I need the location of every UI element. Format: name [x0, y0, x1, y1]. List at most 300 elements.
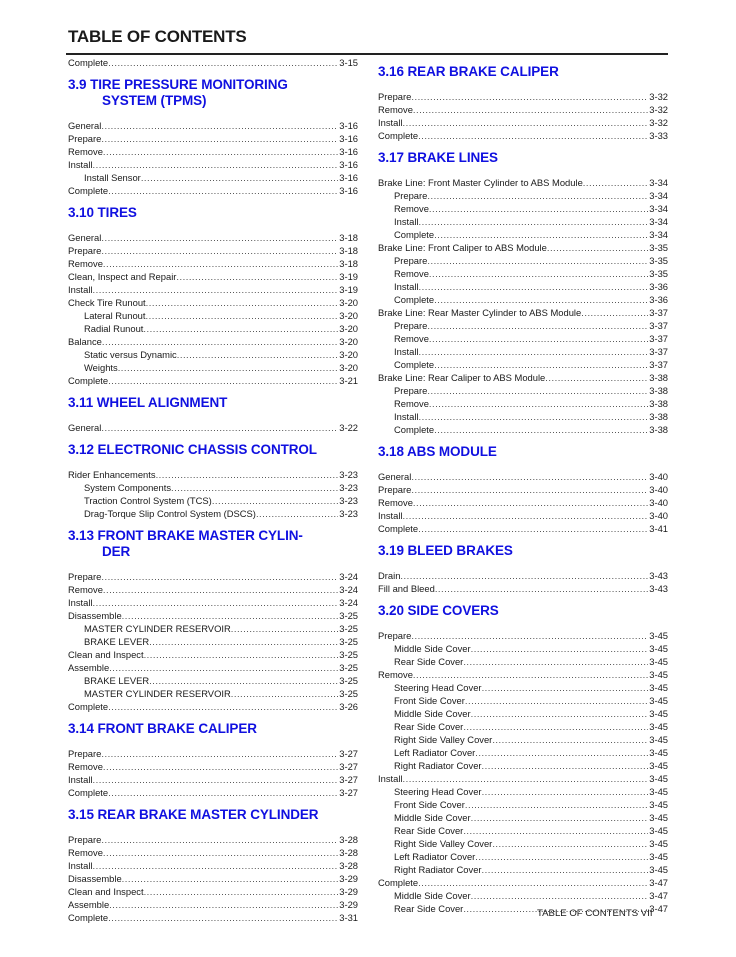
toc-section — [68, 77, 358, 197]
entry-label: Remove — [378, 669, 413, 680]
section-heading[interactable] — [68, 807, 358, 823]
entry-page-number: 3-43 — [649, 570, 668, 581]
entry-page-number: 3-19 — [339, 284, 358, 295]
entry-page-number: 3-16 — [339, 185, 358, 196]
entry-label: Remove — [68, 761, 103, 772]
dot-leader — [231, 622, 339, 635]
dot-leader — [465, 694, 648, 707]
dot-leader — [475, 746, 648, 759]
toc-entry[interactable] — [378, 522, 668, 535]
dot-leader — [427, 319, 648, 332]
toc-subentry[interactable] — [378, 345, 668, 358]
dot-leader — [149, 635, 338, 648]
toc-subentry[interactable] — [378, 733, 668, 746]
toc-entry[interactable] — [68, 270, 358, 283]
toc-section — [378, 64, 668, 142]
toc-subentry[interactable] — [378, 642, 668, 655]
section-heading[interactable] — [378, 444, 668, 460]
toc-entry[interactable] — [378, 176, 668, 189]
dot-leader — [403, 116, 649, 129]
dot-leader — [101, 244, 338, 257]
entry-label: Balance — [68, 336, 102, 347]
dot-leader — [103, 145, 338, 158]
entry-page-number: 3-34 — [649, 229, 668, 240]
dot-leader — [419, 215, 649, 228]
dot-leader — [471, 811, 649, 824]
toc-section — [378, 444, 668, 535]
toc-subentry[interactable] — [68, 171, 358, 184]
section-title: 3.10 TIRES — [68, 205, 137, 220]
dot-leader — [146, 309, 339, 322]
toc-entry[interactable] — [68, 786, 358, 799]
entry-label: Rear Side Cover — [394, 656, 464, 667]
entry-page-number: 3-18 — [339, 232, 358, 243]
entry-page-number: 3-45 — [649, 695, 668, 706]
dot-leader — [144, 648, 339, 661]
section-heading[interactable] — [68, 77, 358, 109]
toc-entry[interactable] — [68, 421, 358, 434]
entry-page-number: 3-47 — [649, 877, 668, 888]
entry-label: MASTER CYLINDER RESERVOIR — [84, 688, 231, 699]
entry-page-number: 3-41 — [649, 523, 668, 534]
toc-subentry[interactable] — [378, 707, 668, 720]
toc-entry[interactable] — [68, 661, 358, 674]
dot-leader — [492, 837, 648, 850]
toc-entry[interactable] — [378, 241, 668, 254]
section-heading[interactable] — [378, 64, 668, 80]
entry-page-number: 3-29 — [339, 873, 358, 884]
entry-page-number: 3-25 — [339, 610, 358, 621]
entry-page-number: 3-38 — [649, 424, 668, 435]
toc-entry[interactable] — [378, 470, 668, 483]
section-title: 3.18 ABS MODULE — [378, 444, 497, 459]
entry-page-number: 3-28 — [339, 847, 358, 858]
entry-label: Remove — [68, 258, 103, 269]
toc-entry[interactable] — [68, 56, 358, 69]
toc-subentry[interactable] — [68, 348, 358, 361]
entry-page-number: 3-18 — [339, 258, 358, 269]
dot-leader — [171, 481, 338, 494]
toc-entry[interactable] — [68, 296, 358, 309]
toc-entry[interactable] — [68, 911, 358, 924]
entry-label: Clean, Inspect and Repair — [68, 271, 177, 282]
entry-page-number: 3-19 — [339, 271, 358, 282]
entry-page-number: 3-38 — [649, 411, 668, 422]
section-heading[interactable] — [378, 603, 668, 619]
entry-label: Remove — [394, 333, 429, 344]
toc-entry[interactable] — [378, 496, 668, 509]
entry-label: Brake Line: Front Caliper to ABS Module — [378, 242, 547, 253]
toc-subentry[interactable] — [378, 254, 668, 267]
dot-leader — [403, 509, 649, 522]
toc-entry[interactable] — [378, 509, 668, 522]
dot-leader — [419, 280, 649, 293]
dot-leader — [418, 876, 648, 889]
toc-entry[interactable] — [68, 184, 358, 197]
entry-label: Complete — [378, 877, 419, 888]
toc-subentry[interactable] — [378, 228, 668, 241]
entry-label: Complete — [68, 185, 109, 196]
entry-page-number: 3-45 — [649, 864, 668, 875]
toc-entry[interactable] — [378, 103, 668, 116]
toc-entry[interactable] — [68, 859, 358, 872]
entry-label: Complete — [394, 424, 435, 435]
entry-label: Install — [68, 159, 93, 170]
toc-entry[interactable] — [68, 257, 358, 270]
dot-leader — [122, 872, 339, 885]
entry-page-number: 3-29 — [339, 886, 358, 897]
toc-entry[interactable] — [378, 90, 668, 103]
toc-subentry[interactable] — [378, 889, 668, 902]
page-footer: TABLE OF CONTENTS VII — [537, 908, 653, 919]
dot-leader — [471, 642, 649, 655]
toc-subentry[interactable] — [378, 785, 668, 798]
dot-leader — [122, 609, 339, 622]
dot-leader — [413, 668, 648, 681]
entry-page-number: 3-24 — [339, 571, 358, 582]
entry-page-number: 3-37 — [649, 307, 668, 318]
toc-subentry[interactable] — [68, 322, 358, 335]
toc-entry[interactable] — [378, 371, 668, 384]
entry-page-number: 3-36 — [649, 294, 668, 305]
dot-leader — [108, 911, 338, 924]
section-heading[interactable] — [378, 150, 668, 166]
section-heading[interactable] — [68, 528, 358, 560]
toc-subentry[interactable] — [378, 863, 668, 876]
dot-leader — [108, 700, 338, 713]
toc-entry[interactable] — [68, 898, 358, 911]
toc-subentry[interactable] — [378, 189, 668, 202]
section-heading[interactable] — [68, 395, 358, 411]
section-title: 3.12 ELECTRONIC CHASSIS CONTROL — [68, 442, 317, 457]
toc-subentry[interactable] — [68, 481, 358, 494]
entry-label: General — [378, 471, 412, 482]
dot-leader — [93, 859, 339, 872]
dot-leader — [93, 283, 339, 296]
toc-entry[interactable] — [378, 668, 668, 681]
toc-subentry[interactable] — [378, 280, 668, 293]
entry-label: Install — [68, 284, 93, 295]
toc-entry[interactable] — [378, 306, 668, 319]
toc-subentry[interactable] — [378, 850, 668, 863]
entry-page-number: 3-27 — [339, 748, 358, 759]
toc-subentry[interactable] — [378, 655, 668, 668]
entry-label: Middle Side Cover — [394, 812, 471, 823]
toc-entry[interactable] — [68, 145, 358, 158]
toc-entry[interactable] — [68, 648, 358, 661]
entry-page-number: 3-36 — [649, 281, 668, 292]
toc-entry[interactable] — [68, 700, 358, 713]
entry-page-number: 3-38 — [649, 398, 668, 409]
toc-entry[interactable] — [68, 132, 358, 145]
toc-entry[interactable] — [68, 468, 358, 481]
toc-subentry[interactable] — [378, 332, 668, 345]
entry-page-number: 3-25 — [339, 623, 358, 634]
toc-entry[interactable] — [68, 609, 358, 622]
toc-entry[interactable] — [68, 583, 358, 596]
entry-page-number: 3-20 — [339, 297, 358, 308]
entry-page-number: 3-45 — [649, 734, 668, 745]
entry-page-number: 3-32 — [649, 104, 668, 115]
toc-entry[interactable] — [378, 129, 668, 142]
entry-label: Brake Line: Front Master Cylinder to ABS Module — [378, 177, 583, 188]
toc-entry[interactable] — [378, 582, 668, 595]
entry-page-number: 3-23 — [339, 469, 358, 480]
dot-leader — [93, 596, 339, 609]
dot-leader — [482, 681, 649, 694]
entry-label: Remove — [394, 268, 429, 279]
dot-leader — [545, 371, 648, 384]
entry-label: Prepare — [394, 385, 428, 396]
dot-leader — [101, 132, 338, 145]
entry-label: Middle Side Cover — [394, 890, 471, 901]
dot-leader — [463, 655, 648, 668]
entry-page-number: 3-18 — [339, 245, 358, 256]
entry-page-number: 3-28 — [339, 860, 358, 871]
entry-page-number: 3-38 — [649, 372, 668, 383]
dot-leader — [482, 863, 649, 876]
entry-label: Rear Side Cover — [394, 825, 464, 836]
toc-entry[interactable] — [68, 773, 358, 786]
toc-entry[interactable] — [68, 570, 358, 583]
toc-section — [378, 543, 668, 595]
section-title: 3.19 BLEED BRAKES — [378, 543, 513, 558]
entry-page-number: 3-25 — [339, 662, 358, 673]
section-title: 3.11 WHEEL ALIGNMENT — [68, 395, 228, 410]
entry-label: Front Side Cover — [394, 799, 465, 810]
entry-label: Install — [68, 597, 93, 608]
toc-section — [68, 442, 358, 520]
dot-leader — [177, 348, 339, 361]
toc-entry[interactable] — [68, 846, 358, 859]
toc-entry[interactable] — [68, 158, 358, 171]
entry-label: Complete — [68, 912, 109, 923]
dot-leader — [427, 384, 648, 397]
entry-label: Complete — [68, 375, 109, 386]
dot-leader — [434, 228, 648, 241]
toc-entry[interactable] — [378, 483, 668, 496]
entry-page-number: 3-37 — [649, 359, 668, 370]
dot-leader — [101, 421, 338, 434]
entry-page-number: 3-29 — [339, 899, 358, 910]
dot-leader — [143, 322, 338, 335]
entry-label: Remove — [394, 203, 429, 214]
entry-label: Install — [394, 411, 419, 422]
entry-label: Prepare — [68, 133, 102, 144]
toc-left-column — [68, 56, 358, 924]
toc-subentry[interactable] — [378, 837, 668, 850]
entry-page-number: 3-27 — [339, 761, 358, 772]
entry-page-number: 3-21 — [339, 375, 358, 386]
toc-subentry[interactable] — [378, 384, 668, 397]
toc-entry[interactable] — [378, 116, 668, 129]
toc-subentry[interactable] — [378, 358, 668, 371]
entry-page-number: 3-40 — [649, 510, 668, 521]
toc-subentry[interactable] — [378, 202, 668, 215]
entry-label: Prepare — [68, 834, 102, 845]
dot-leader — [434, 423, 648, 436]
entry-page-number: 3-33 — [649, 130, 668, 141]
toc-entry[interactable] — [378, 629, 668, 642]
toc-subentry[interactable] — [68, 507, 358, 520]
entry-page-number: 3-35 — [649, 268, 668, 279]
entry-label: Right Side Valley Cover — [394, 734, 493, 745]
dot-leader — [435, 582, 648, 595]
entry-page-number: 3-45 — [649, 851, 668, 862]
toc-entry[interactable] — [378, 876, 668, 889]
dot-leader — [149, 674, 338, 687]
entry-page-number: 3-31 — [339, 912, 358, 923]
entry-page-number: 3-16 — [339, 120, 358, 131]
section-heading[interactable] — [68, 205, 358, 221]
toc-subentry[interactable] — [378, 798, 668, 811]
dot-leader — [471, 707, 649, 720]
toc-subentry[interactable] — [378, 694, 668, 707]
toc-section — [68, 807, 358, 924]
dot-leader — [102, 335, 338, 348]
toc-subentry[interactable] — [378, 319, 668, 332]
toc-subentry[interactable] — [378, 293, 668, 306]
toc-subentry[interactable] — [68, 622, 358, 635]
dot-leader — [176, 270, 338, 283]
toc-entry[interactable] — [68, 747, 358, 760]
dot-leader — [465, 798, 648, 811]
toc-subentry[interactable] — [68, 674, 358, 687]
dot-leader — [101, 570, 338, 583]
entry-label: Radial Runout — [84, 323, 144, 334]
toc-subentry[interactable] — [378, 681, 668, 694]
entry-page-number: 3-25 — [339, 675, 358, 686]
toc-subentry[interactable] — [378, 267, 668, 280]
entry-label: Prepare — [378, 630, 412, 641]
entry-label: Install — [68, 774, 93, 785]
entry-label: Disassemble — [68, 610, 122, 621]
entry-page-number: 3-34 — [649, 216, 668, 227]
entry-label: Complete — [394, 229, 435, 240]
entry-label: Install — [394, 216, 419, 227]
toc-entry[interactable] — [68, 283, 358, 296]
toc-subentry[interactable] — [68, 361, 358, 374]
entry-label: Clean and Inspect — [68, 649, 144, 660]
toc-section — [68, 721, 358, 799]
dot-leader — [101, 833, 338, 846]
toc-subentry[interactable] — [68, 635, 358, 648]
entry-label: Rider Enhancements — [68, 469, 156, 480]
entry-page-number: 3-45 — [649, 838, 668, 849]
section-title-continued: DER — [102, 544, 131, 559]
dot-leader — [434, 358, 648, 371]
entry-label: Complete — [68, 787, 109, 798]
entry-label: Remove — [68, 584, 103, 595]
entry-page-number: 3-45 — [649, 682, 668, 693]
entry-page-number: 3-25 — [339, 636, 358, 647]
dot-leader — [429, 332, 648, 345]
entry-page-number: 3-34 — [649, 177, 668, 188]
dot-leader — [103, 583, 338, 596]
toc-entry[interactable] — [68, 760, 358, 773]
toc-subentry[interactable] — [68, 494, 358, 507]
section-title: 3.17 BRAKE LINES — [378, 150, 498, 165]
dot-leader — [411, 90, 648, 103]
toc-subentry[interactable] — [68, 687, 358, 700]
dot-leader — [413, 103, 648, 116]
toc-entry[interactable] — [68, 231, 358, 244]
dot-leader — [108, 374, 338, 387]
toc-entry[interactable] — [68, 374, 358, 387]
dot-leader — [101, 747, 338, 760]
section-heading[interactable] — [378, 543, 668, 559]
entry-page-number: 3-23 — [339, 508, 358, 519]
dot-leader — [419, 410, 649, 423]
dot-leader — [411, 483, 648, 496]
entry-label: Traction Control System (TCS) — [84, 495, 212, 506]
entry-label: Remove — [378, 497, 413, 508]
entry-label: Prepare — [378, 91, 412, 102]
entry-page-number: 3-16 — [339, 159, 358, 170]
entry-label: BRAKE LEVER — [84, 675, 150, 686]
toc-entry[interactable] — [68, 872, 358, 885]
title-rule — [66, 53, 668, 55]
entry-page-number: 3-45 — [649, 773, 668, 784]
toc-entry[interactable] — [68, 335, 358, 348]
toc-subentry[interactable] — [378, 824, 668, 837]
entry-page-number: 3-37 — [649, 333, 668, 344]
dot-leader — [93, 158, 339, 171]
toc-entry[interactable] — [68, 885, 358, 898]
toc-subentry[interactable] — [378, 746, 668, 759]
entry-page-number: 3-45 — [649, 760, 668, 771]
entry-page-number: 3-16 — [339, 133, 358, 144]
dot-leader — [434, 293, 648, 306]
entry-label: Remove — [68, 146, 103, 157]
dot-leader — [103, 760, 338, 773]
dot-leader — [212, 494, 338, 507]
toc-entry[interactable] — [378, 772, 668, 785]
toc-subentry[interactable] — [378, 423, 668, 436]
dot-leader — [427, 189, 648, 202]
toc-entry[interactable] — [68, 833, 358, 846]
section-heading[interactable] — [68, 721, 358, 737]
toc-subentry[interactable] — [378, 397, 668, 410]
toc-subentry[interactable] — [378, 720, 668, 733]
dot-leader — [581, 306, 648, 319]
dot-leader — [583, 176, 648, 189]
section-heading[interactable] — [68, 442, 358, 458]
entry-label: General — [68, 422, 102, 433]
dot-leader — [109, 898, 338, 911]
dot-leader — [108, 786, 338, 799]
dot-leader — [463, 720, 648, 733]
toc-subentry[interactable] — [378, 759, 668, 772]
entry-label: Disassemble — [68, 873, 122, 884]
entry-page-number: 3-40 — [649, 471, 668, 482]
toc-entry[interactable] — [68, 596, 358, 609]
entry-label: Middle Side Cover — [394, 643, 471, 654]
entry-label: Install — [68, 860, 93, 871]
entry-page-number: 3-24 — [339, 597, 358, 608]
dot-leader — [413, 496, 648, 509]
dot-leader — [482, 759, 649, 772]
toc-entry[interactable] — [378, 569, 668, 582]
toc-subentry[interactable] — [378, 215, 668, 228]
toc-subentry[interactable] — [378, 410, 668, 423]
toc-entry[interactable] — [68, 244, 358, 257]
toc-subentry[interactable] — [378, 811, 668, 824]
entry-page-number: 3-34 — [649, 190, 668, 201]
toc-entry[interactable] — [68, 119, 358, 132]
dot-leader — [108, 56, 338, 69]
toc-subentry[interactable] — [68, 309, 358, 322]
